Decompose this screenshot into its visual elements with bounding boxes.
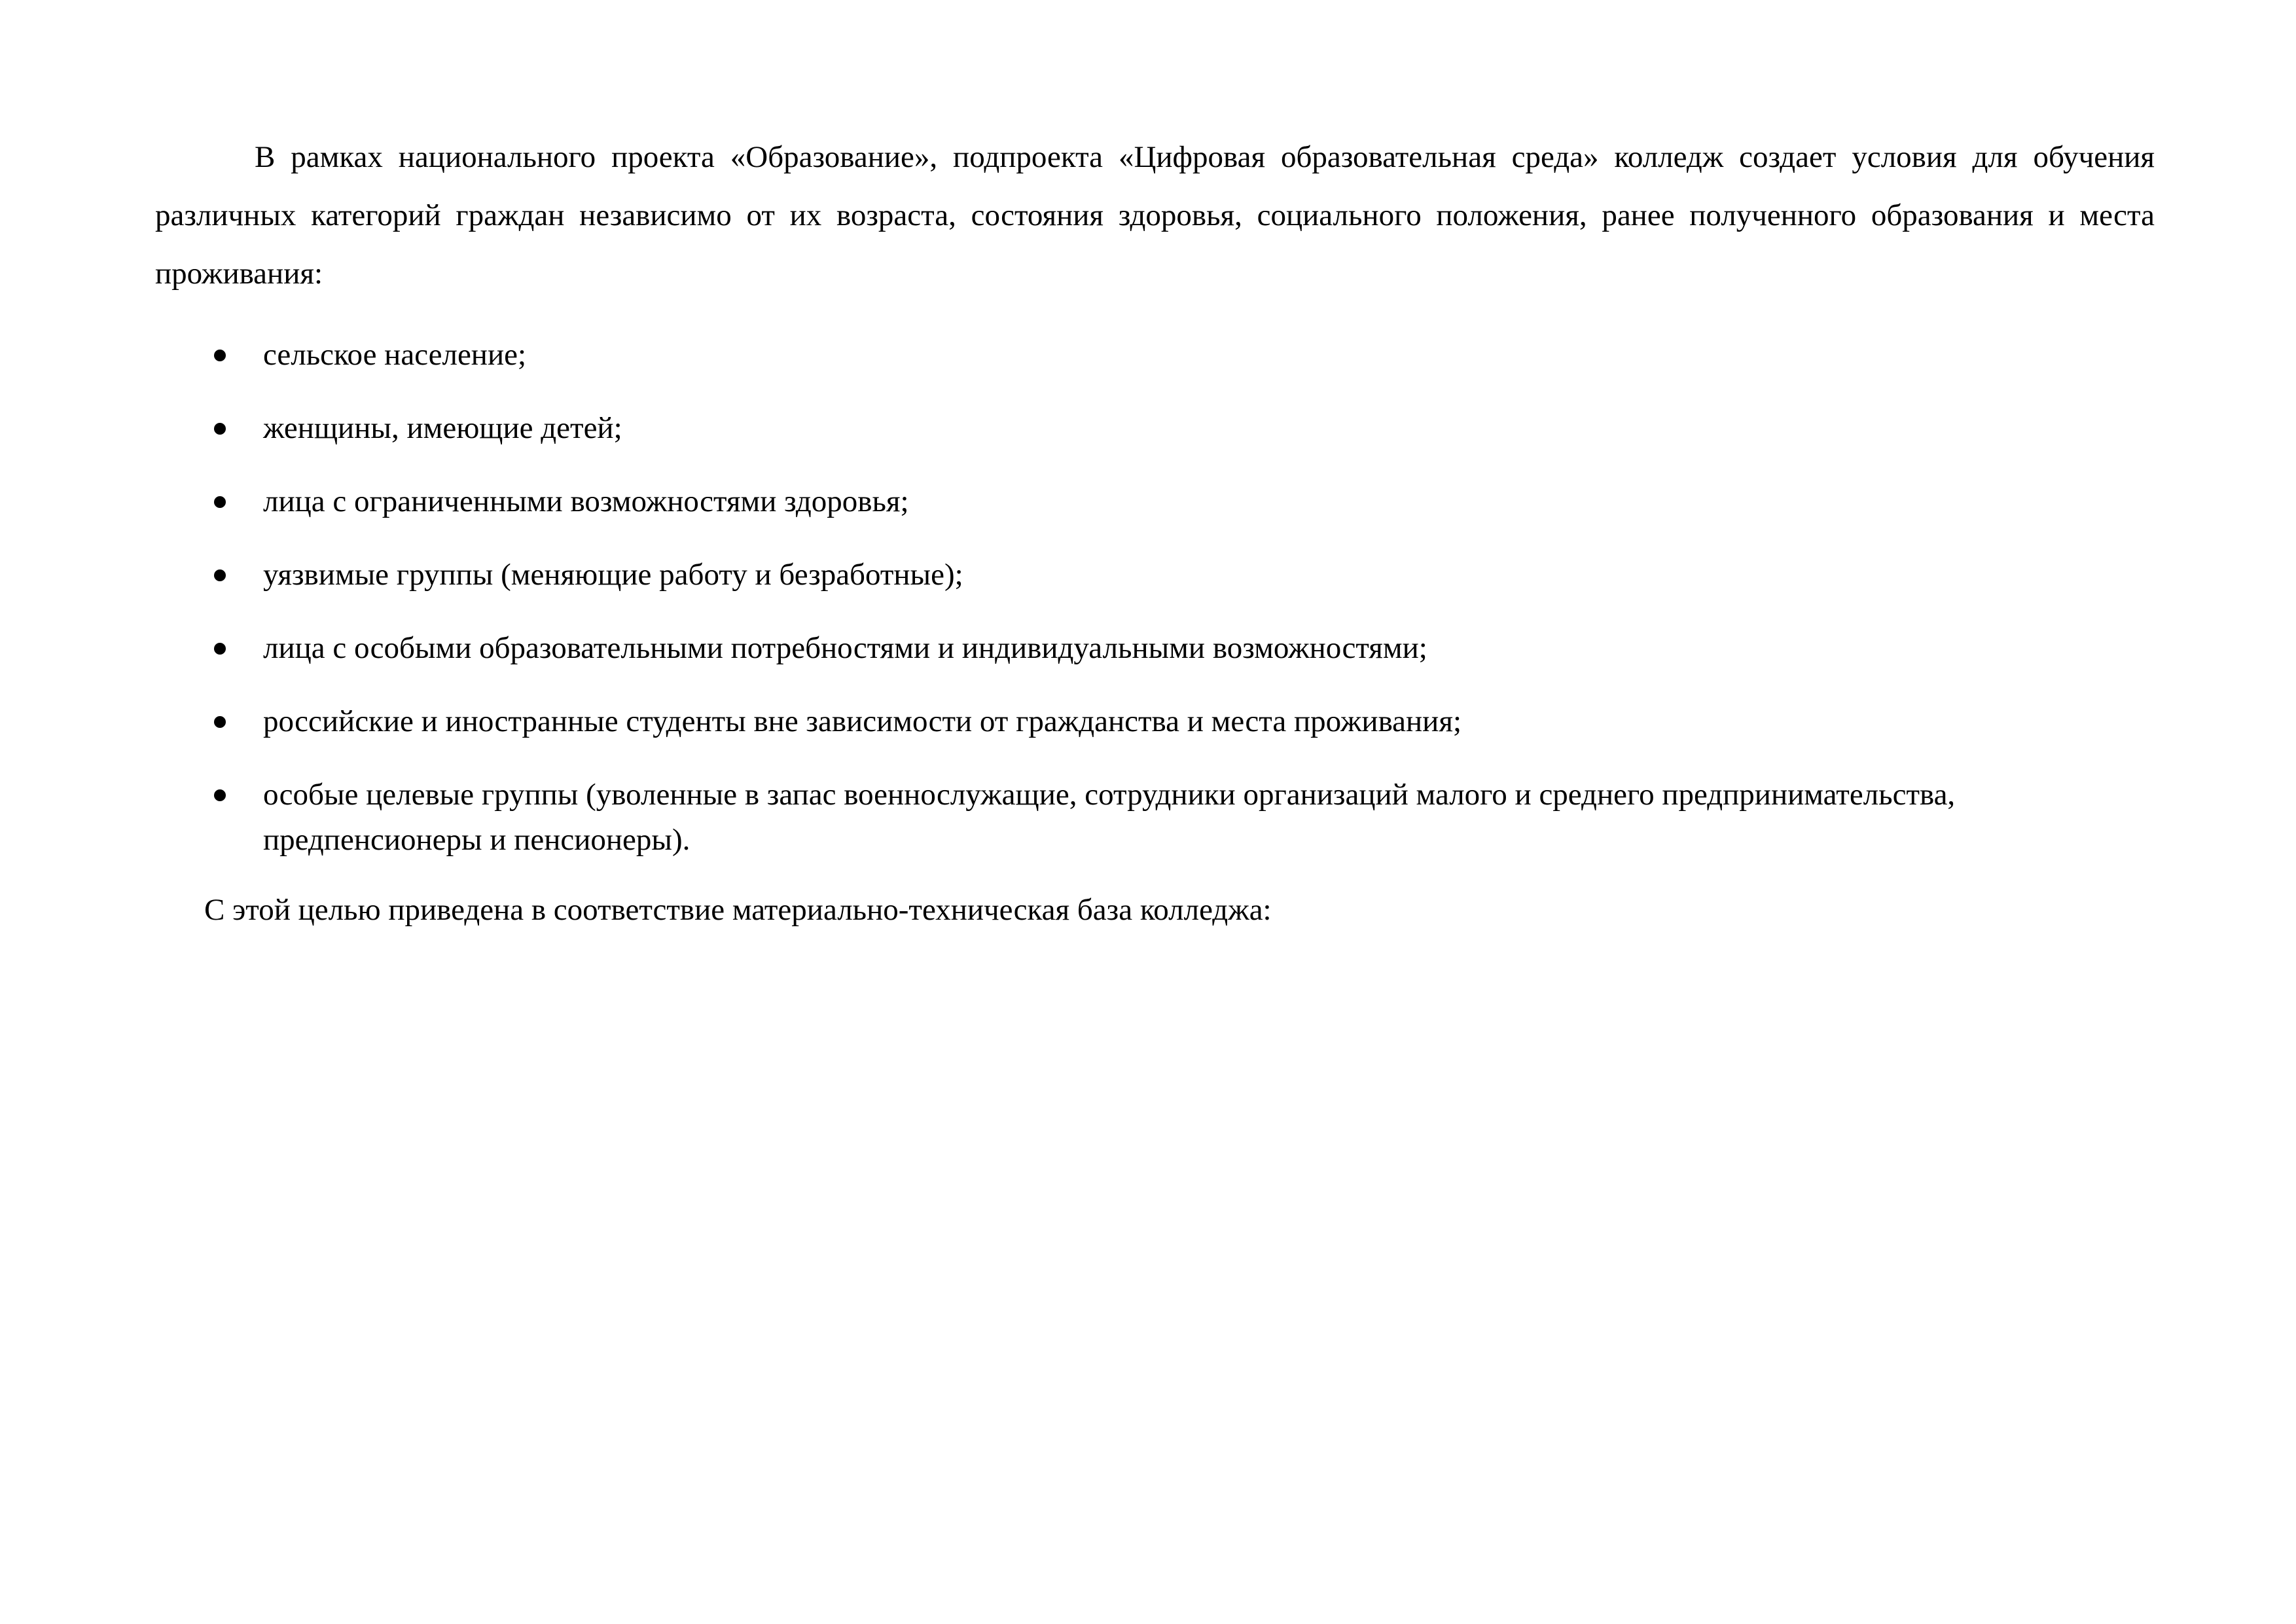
list-item: [0, 333, 2148, 378]
intro-paragraph: В рамках национального проекта «Образование», подпроекта «Цифровая образовательная среда» колледж создает условия для обучения различных категорий граждан независимо от их возраста, состояния здоровья, социального положения, ранее полученного образования и места проживания:: [155, 140, 2155, 291]
bullet-icon: [214, 423, 226, 435]
closing-paragraph: С этой целью приведена в соответствие материально-техническая база колледжа:: [204, 893, 1272, 927]
bullet-icon: [214, 716, 226, 728]
list-item-text: сельское население;: [263, 338, 527, 372]
list-item: [0, 699, 2148, 744]
list-item-text: лица с особыми образовательными потребностями и индивидуальными возможностями;: [263, 631, 1427, 665]
list-item: [0, 772, 2148, 863]
list-item: [0, 626, 2148, 671]
bullet-icon: [214, 789, 226, 801]
bullet-icon: [214, 569, 226, 581]
target-groups-list: [0, 333, 2296, 891]
list-item-text: российские и иностранные студенты вне зависимости от гражданства и места проживания;: [263, 704, 1462, 738]
list-item-text: женщины, имеющие детей;: [263, 411, 622, 445]
bullet-icon: [214, 496, 226, 508]
list-item-text: уязвимые группы (меняющие работу и безработные);: [263, 558, 963, 592]
list-item: [0, 552, 2148, 598]
list-item-text: особые целевые группы (уволенные в запас военнослужащие, сотрудники организаций малого и среднего предпринимательства, предпенсионеры и пенсионеры).: [263, 778, 1956, 857]
list-item: [0, 479, 2148, 524]
bullet-icon: [214, 643, 226, 655]
bullet-icon: [214, 350, 226, 361]
list-item-text: лица с ограниченными возможностями здоровья;: [263, 484, 909, 518]
list-item: [0, 406, 2148, 451]
